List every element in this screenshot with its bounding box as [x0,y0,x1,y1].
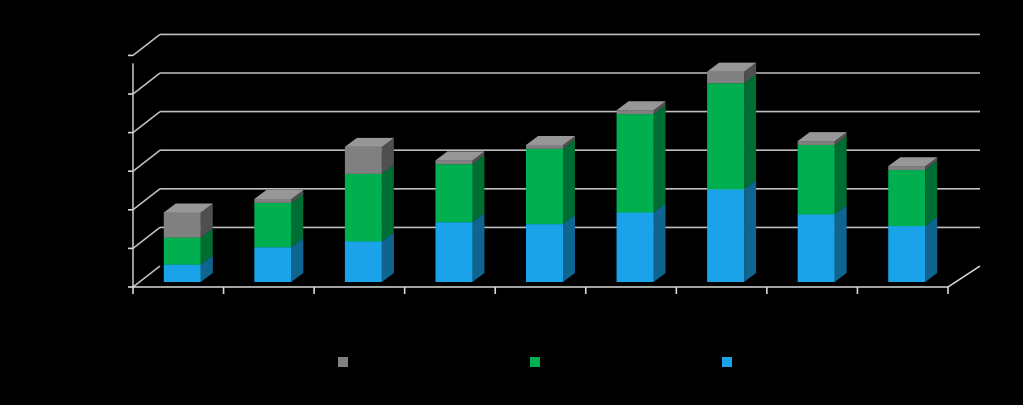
chart-legend [338,357,732,367]
bar-stack [345,138,394,282]
bar-stack [617,101,666,282]
floor-edge-line [948,266,980,287]
chart-bars [164,63,937,282]
legend-swatch [530,357,540,367]
bar-segment-side [654,204,666,282]
legend-swatch [338,357,348,367]
bar-stack [526,136,575,282]
bar-segment-side [744,180,756,282]
bar-segment-side [654,105,666,212]
bar-segment-front [888,166,925,170]
bar-stack [707,63,756,282]
bar-segment-front [617,114,654,212]
bar-segment-front [164,265,201,282]
bar-segment-front [164,213,201,238]
bar-segment-front [254,199,291,203]
bar-segment-side [472,155,484,222]
bar-segment-side [291,194,303,247]
side-wall-line [133,189,160,210]
bar-segment-front [526,224,563,282]
bar-segment-front [345,174,382,242]
bar-segment-front [707,189,744,282]
bar-segment-side [563,215,575,282]
bar-segment-front [798,141,835,145]
bar-segment-front [164,238,201,265]
bar-segment-front [435,222,472,282]
bar-segment-front [526,149,563,224]
bar-stack [435,151,484,282]
bar-stack [164,204,213,282]
bar-segment-side [472,213,484,282]
side-wall-line [133,34,160,55]
side-wall-line [133,227,160,248]
bar-segment-side [835,205,847,282]
side-wall-line [133,112,160,133]
bar-segment-front [707,83,744,189]
bar-stack [798,132,847,282]
legend-swatch [722,357,732,367]
bar-segment-front [798,145,835,214]
bar-segment-side [835,136,847,214]
bar-stack [888,157,937,282]
bar-segment-front [254,247,291,282]
bar-segment-side [382,165,394,242]
bar-segment-front [888,170,925,226]
bar-segment-front [707,72,744,84]
bar-segment-side [563,140,575,224]
bar-segment-front [617,110,654,114]
bar-segment-front [345,147,382,174]
bar-segment-side [925,161,937,226]
side-wall-line [133,150,160,171]
side-wall-line [133,73,160,94]
side-wall-line [133,266,160,287]
bar-segment-front [798,214,835,282]
bar-stack [254,190,303,282]
bar-segment-front [435,164,472,222]
bar-segment-front [617,213,654,282]
bar-segment-front [435,160,472,164]
bar-segment-front [254,203,291,247]
bar-segment-side [925,217,937,282]
bar-segment-front [888,226,925,282]
bar-segment-front [526,145,563,149]
bar-segment-side [744,74,756,189]
bar-segment-front [345,241,382,282]
